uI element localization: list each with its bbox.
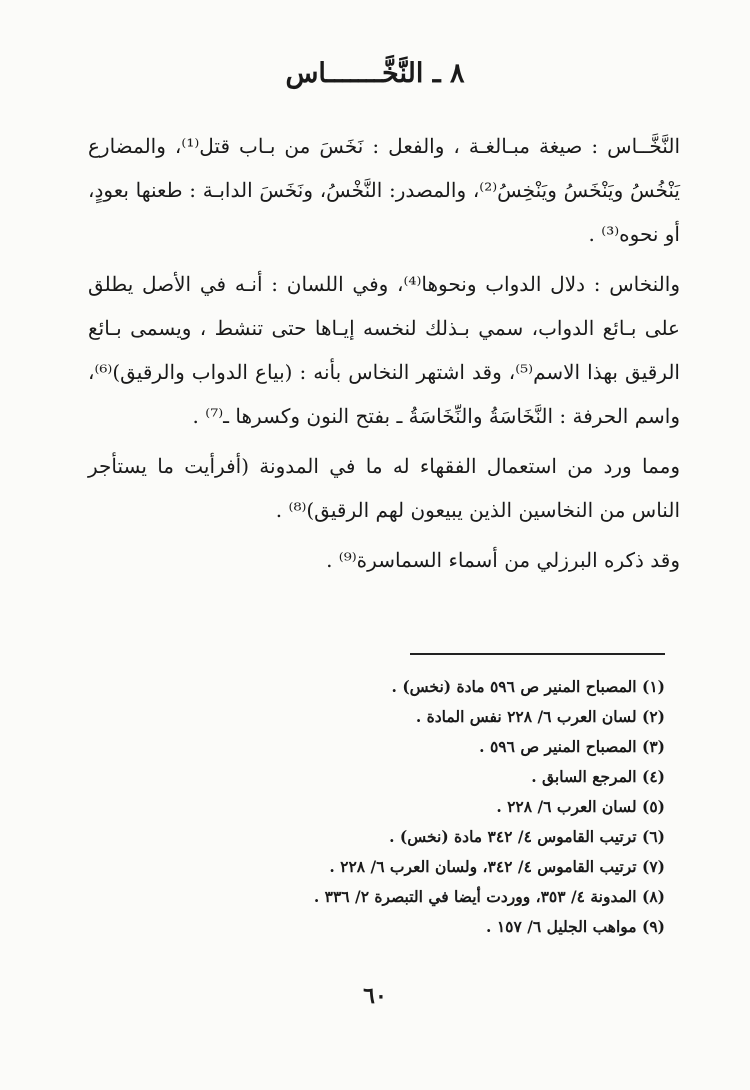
page-number: ٦٠ xyxy=(363,983,387,1009)
paragraph-3: ومما ورد من استعمال الفقهاء له ما في المدونة (أفرأيت ما يستأجر الناس من النخاسين الذين يبيعون لهم الرقيق)⁽⁸⁾ . xyxy=(88,454,680,522)
footnote-8: (٨) المدونة ٤/ ٣٥٣، ووردت أيضا في التبصرة ٢/ ٣٣٦ . xyxy=(313,887,665,906)
footnote-6: (٦) ترتيب القاموس ٤/ ٣٤٢ مادة (نخس) . xyxy=(389,827,665,846)
paragraph-1: النَّخَّــاس : صيغة مبـالغـة ، والفعل : نَخَسَ من بـاب قتل⁽¹⁾، والمضارع يَنْخُسُ ويَنْخَسُ ويَنْخِسُ⁽²⁾، والمصدر: النَّخْسُ، ونَخَسَ الدابـة : طعنها بعودٍ، أو نحوه⁽³⁾ . xyxy=(88,134,680,246)
footnote-2: (٢) لسان العرب ٦/ ٢٢٨ نفس المادة . xyxy=(415,707,665,726)
paragraph-2: والنخاس : دلال الدواب ونحوها⁽⁴⁾، وفي اللسان : أنـه في الأصل يطلق على بـائع الدواب، سمي بـذلك لنخسه إيـاها حتى تنشط ، ويسمى بـائع الرقيق بهذا الاسم⁽⁵⁾، وقد اشتهر النخاس بأنه : (بياع الدواب والرقيق)⁽⁶⁾، واسم الحرفة : النَّخَاسَةُ والنِّخَاسَةُ ـ بفتح النون وكسرها ـ⁽⁷⁾ . xyxy=(88,272,680,428)
footnote-separator xyxy=(410,653,665,655)
paragraph-4: وقد ذكره البرزلي من أسماء السماسرة⁽⁹⁾ . xyxy=(326,548,680,572)
footnotes xyxy=(145,672,665,942)
footnote-5: (٥) لسان العرب ٦/ ٢٢٨ . xyxy=(496,797,665,816)
footnote-4: (٤) المرجع السابق . xyxy=(531,767,665,786)
footnote-7: (٧) ترتيب القاموس ٤/ ٣٤٢، ولسان العرب ٦/ ٢٢٨ . xyxy=(329,857,665,876)
footnote-1: (١) المصباح المنير ص ٥٩٦ مادة (نخس) . xyxy=(391,677,665,696)
section-heading: ٨ ـ النَّخَّـــــــاس xyxy=(285,58,465,89)
main-text xyxy=(88,124,680,588)
footnote-9: (٩) مواهب الجليل ٦/ ١٥٧ . xyxy=(486,917,665,936)
footnote-3: (٣) المصباح المنير ص ٥٩٦ . xyxy=(479,737,665,756)
